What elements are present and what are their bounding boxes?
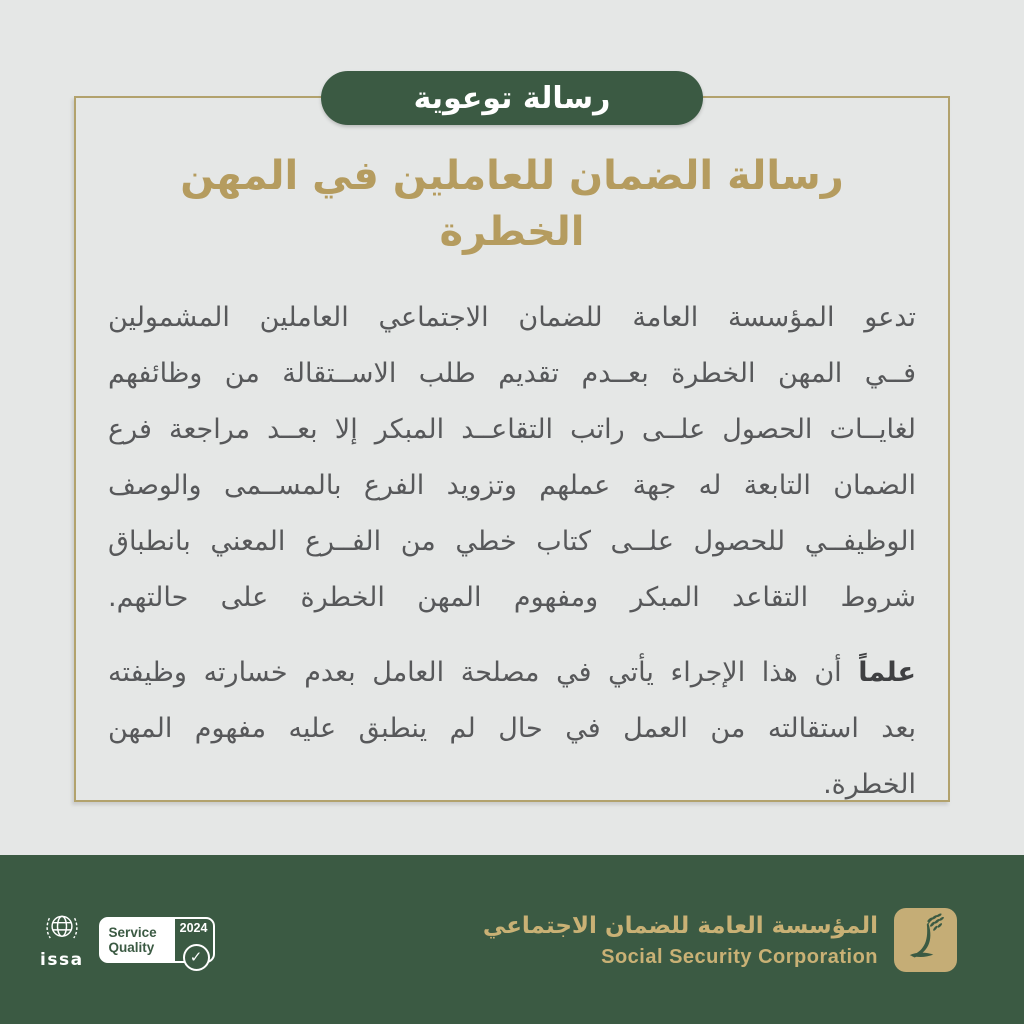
badge-quality-label: Quality [108,939,155,955]
service-quality-badge [99,917,215,966]
org-name-english: Social Security Corporation [601,945,878,968]
badge-service-quality-text [101,919,175,961]
body-line: تدعو المؤسسة العامة للضمان الاجتماعي العاملين المشمولين [108,302,916,333]
message-card [74,96,950,802]
org-name-arabic: المؤسسة العامة للضمان الاجتماعي [482,912,878,939]
badge-year-section [175,919,213,966]
paragraph-lead-bold: علماً [858,657,916,688]
body-line: لغايــات الحصول علــى راتب التقاعــد المبكر إلا بعــد مراجعة فرع [108,414,916,445]
badge-service-label: Service [108,924,157,940]
body-line: الضمان التابعة له جهة عملهم وتزويد الفرع بالمســمى والوصف [108,470,916,501]
banner-label: رسالة توعوية [413,80,611,116]
body-line [108,645,916,701]
footer-right-branding [483,908,957,972]
badge-year: 2024 [179,920,208,935]
page-title: رسالة الضمان للعاملين في المهن الخطرة [180,153,844,255]
body-line: الوظيفــي للحصول علــى كتاب خطي من الفــرع المعني بانطباق [108,526,916,557]
footer-bar [0,855,1024,1024]
paragraph-line-rest: أن هذا الإجراء يأتي في مصلحة العامل بعدم خسارته وظيفته [108,657,859,688]
paragraph-1 [108,290,916,626]
checkmark-icon: ✓ [183,944,210,971]
issa-logo [40,911,84,968]
issa-label: issa [40,950,84,970]
tree-icon [900,911,952,969]
awareness-banner-pill [321,71,703,125]
ssc-logo [894,908,957,972]
paragraph-2 [108,645,916,813]
body-line: شروط التقاعد المبكر ومفهوم المهن الخطرة على حالتهم. [108,582,916,613]
org-names [483,911,878,969]
body-line: الخطرة. [823,769,916,800]
footer-left-logos [40,911,215,968]
body-line: بعد استقالته من العمل في حال لم ينطبق عليه مفهوم المهن [108,713,916,744]
globe-icon [42,911,82,951]
body-line: فــي المهن الخطرة بعــدم تقديم طلب الاســتقالة من وظائفهم [108,358,916,389]
